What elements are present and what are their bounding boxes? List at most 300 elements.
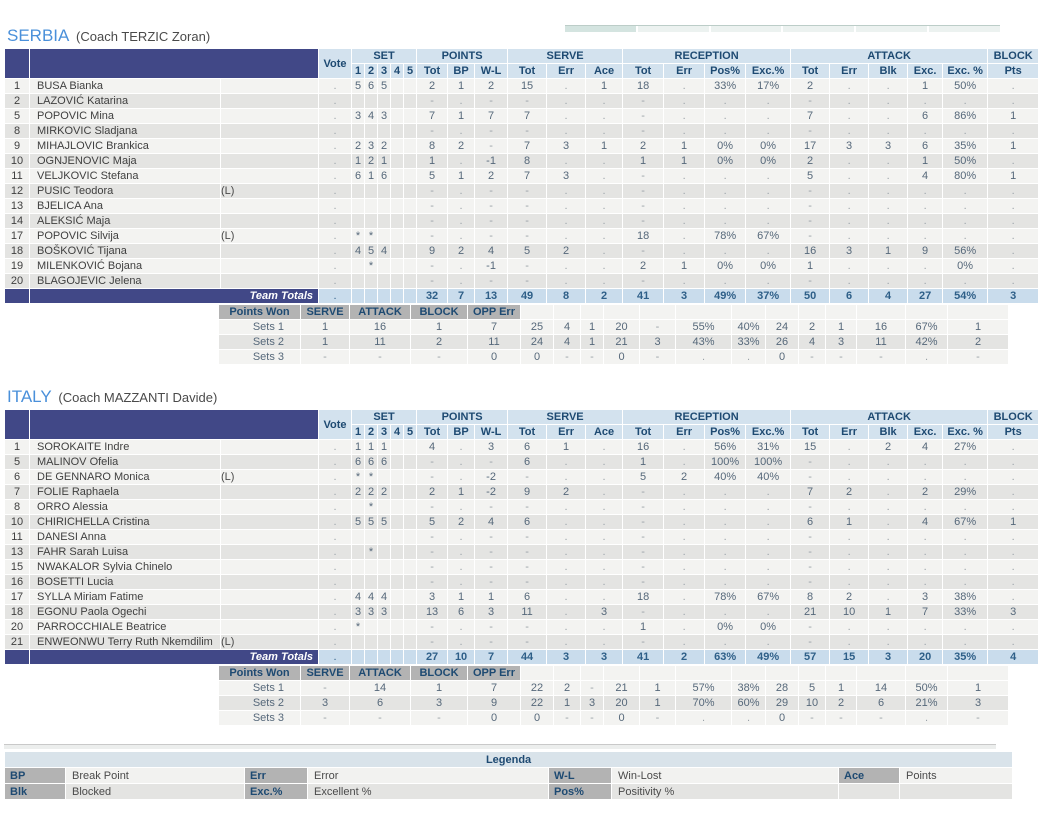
stat-cell: . bbox=[586, 229, 622, 243]
player-name: PARROCCHIALE Beatrice bbox=[30, 620, 220, 634]
set-cell bbox=[391, 169, 403, 183]
set-cell bbox=[404, 244, 416, 258]
stat-cell: . bbox=[547, 575, 585, 589]
stat-cell: 2 bbox=[799, 320, 825, 334]
top-tab[interactable] bbox=[638, 26, 709, 32]
stat-cell: 6 bbox=[508, 455, 546, 469]
stat-cell: . bbox=[869, 635, 907, 649]
stat-cell: 22 bbox=[521, 681, 553, 695]
stat-cell: 1 bbox=[826, 320, 856, 334]
set-cell bbox=[391, 109, 403, 123]
team-totals-label: Team Totals bbox=[30, 650, 318, 664]
column-header: 1 bbox=[352, 425, 364, 439]
player-name: ORRO Alessia bbox=[30, 500, 220, 514]
stat-cell: . bbox=[869, 485, 907, 499]
stat-cell: . bbox=[586, 560, 622, 574]
set-cell bbox=[365, 199, 377, 213]
vote-cell: . bbox=[319, 455, 351, 469]
vote-cell: . bbox=[319, 560, 351, 574]
stat-cell: 2 bbox=[948, 335, 1008, 349]
set-cell bbox=[404, 590, 416, 604]
set-breakdown-row bbox=[5, 681, 1024, 695]
stat-cell: . bbox=[869, 169, 907, 183]
column-group-reception: RECEPTION bbox=[623, 49, 790, 63]
total-stat-cell: 37% bbox=[746, 289, 790, 303]
player-row bbox=[5, 605, 1038, 619]
player-name: CHIRICHELLA Cristina bbox=[30, 515, 220, 529]
stat-cell: 1 bbox=[581, 335, 603, 349]
stat-cell: . bbox=[746, 560, 790, 574]
header-corner-cell bbox=[5, 49, 29, 78]
set-cell bbox=[391, 530, 403, 544]
player-row bbox=[5, 139, 1038, 153]
stat-cell: - bbox=[417, 199, 447, 213]
set-cell bbox=[365, 94, 377, 108]
top-tab[interactable] bbox=[565, 26, 636, 32]
vote-cell: . bbox=[319, 440, 351, 454]
stat-cell: . bbox=[988, 530, 1038, 544]
stat-cell: - bbox=[417, 470, 447, 484]
stat-cell: . bbox=[448, 635, 474, 649]
stat-cell: - bbox=[623, 169, 663, 183]
stat-cell: . bbox=[830, 274, 868, 288]
player-number: 20 bbox=[5, 274, 29, 288]
stat-cell: 1 bbox=[664, 139, 704, 153]
column-header: Err bbox=[547, 64, 585, 78]
set-cell bbox=[391, 560, 403, 574]
stat-cell: . bbox=[586, 154, 622, 168]
player-number: 17 bbox=[5, 229, 29, 243]
top-tab[interactable] bbox=[929, 26, 1000, 32]
stat-cell: 4 bbox=[908, 169, 942, 183]
stat-cell: . bbox=[705, 214, 745, 228]
points-won-cell: 16 bbox=[350, 320, 410, 334]
stat-cell: . bbox=[869, 259, 907, 273]
set-cell: * bbox=[365, 229, 377, 243]
stat-cell: . bbox=[732, 711, 765, 725]
stat-cell: . bbox=[988, 214, 1038, 228]
stat-cell: 0 bbox=[604, 350, 639, 364]
column-header: Exc. bbox=[908, 64, 942, 78]
stat-cell: . bbox=[705, 184, 745, 198]
column-header: 3 bbox=[378, 425, 390, 439]
stat-cell: . bbox=[586, 274, 622, 288]
stat-cell: - bbox=[554, 350, 580, 364]
stat-cell: 24 bbox=[766, 320, 798, 334]
player-number: 8 bbox=[5, 500, 29, 514]
stat-cell: - bbox=[475, 94, 507, 108]
stat-cell: - bbox=[475, 455, 507, 469]
stat-cell: . bbox=[830, 169, 868, 183]
player-number: 20 bbox=[5, 620, 29, 634]
total-stat-cell: 8 bbox=[547, 289, 585, 303]
stat-cell: - bbox=[475, 545, 507, 559]
player-row bbox=[5, 560, 1038, 574]
set-cell bbox=[391, 605, 403, 619]
stat-cell: 70% bbox=[676, 696, 731, 710]
player-row bbox=[5, 545, 1038, 559]
stat-cell: . bbox=[547, 455, 585, 469]
set-cell: 4 bbox=[352, 590, 364, 604]
stat-cell: 8 bbox=[508, 154, 546, 168]
stat-cell: - bbox=[791, 575, 829, 589]
column-header: Tot bbox=[508, 425, 546, 439]
points-won-table bbox=[4, 665, 1025, 726]
section-divider bbox=[4, 744, 996, 749]
set-cell bbox=[404, 289, 416, 303]
set-row-label: Sets 2 bbox=[219, 696, 300, 710]
stat-cell: . bbox=[830, 530, 868, 544]
filler-cell bbox=[604, 305, 639, 319]
stat-cell: 13 bbox=[417, 605, 447, 619]
stat-cell: . bbox=[869, 515, 907, 529]
set-cell bbox=[391, 274, 403, 288]
set-cell bbox=[378, 560, 390, 574]
set-cell bbox=[352, 124, 364, 138]
stat-cell: 1 bbox=[826, 681, 856, 695]
stat-cell: - bbox=[623, 635, 663, 649]
filler-cell bbox=[732, 666, 765, 680]
stat-cell: . bbox=[869, 500, 907, 514]
libero-marker bbox=[221, 169, 318, 183]
vote-cell: . bbox=[319, 79, 351, 93]
stat-cell: . bbox=[830, 184, 868, 198]
stat-cell: - bbox=[475, 620, 507, 634]
player-number: 1 bbox=[5, 440, 29, 454]
set-cell: 2 bbox=[378, 485, 390, 499]
stat-cell: . bbox=[705, 635, 745, 649]
set-cell bbox=[404, 124, 416, 138]
stat-cell: . bbox=[547, 470, 585, 484]
player-name: DE GENNARO Monica bbox=[30, 470, 220, 484]
stat-cell: . bbox=[869, 124, 907, 138]
team-name: ITALY bbox=[7, 387, 52, 406]
stat-cell: 31% bbox=[746, 440, 790, 454]
stat-cell: . bbox=[664, 94, 704, 108]
set-cell bbox=[378, 259, 390, 273]
player-row bbox=[5, 515, 1038, 529]
player-number: 12 bbox=[5, 184, 29, 198]
stat-cell: 40% bbox=[732, 320, 765, 334]
team-totals-corner bbox=[5, 289, 29, 303]
stat-cell: 22 bbox=[521, 696, 553, 710]
libero-marker bbox=[221, 94, 318, 108]
stat-cell: . bbox=[943, 560, 987, 574]
vote-cell: . bbox=[319, 289, 351, 303]
column-header: Err bbox=[547, 425, 585, 439]
set-cell bbox=[378, 184, 390, 198]
stat-cell: . bbox=[664, 79, 704, 93]
stat-cell: 1 bbox=[547, 440, 585, 454]
vote-cell: . bbox=[319, 590, 351, 604]
legend-title: Legenda bbox=[5, 752, 1012, 767]
stat-cell: 20 bbox=[604, 696, 639, 710]
stat-cell: 21 bbox=[604, 335, 639, 349]
stat-cell: . bbox=[664, 575, 704, 589]
player-name: BOŠKOVIĆ Tijana bbox=[30, 244, 220, 258]
stat-cell: 56% bbox=[705, 440, 745, 454]
points-won-cell: 14 bbox=[350, 681, 410, 695]
filler-cell bbox=[521, 305, 553, 319]
player-name: OGNJENOVIC Maja bbox=[30, 154, 220, 168]
stat-cell: 100% bbox=[746, 455, 790, 469]
total-stat-cell: 41 bbox=[623, 289, 663, 303]
stat-cell: . bbox=[705, 605, 745, 619]
filler-cell bbox=[732, 305, 765, 319]
set-cell bbox=[391, 515, 403, 529]
set-cell: 6 bbox=[352, 169, 364, 183]
stat-cell: 0% bbox=[705, 620, 745, 634]
stat-cell: . bbox=[586, 575, 622, 589]
column-header: Ace bbox=[586, 64, 622, 78]
stat-cell: - bbox=[791, 199, 829, 213]
team-stats-table bbox=[4, 48, 1039, 304]
stat-cell: 1 bbox=[448, 169, 474, 183]
set-cell: 2 bbox=[365, 154, 377, 168]
set-cell: 4 bbox=[365, 590, 377, 604]
total-stat-cell: 15 bbox=[830, 650, 868, 664]
vote-cell: . bbox=[319, 620, 351, 634]
set-cell: 3 bbox=[378, 605, 390, 619]
stat-cell: 1 bbox=[475, 590, 507, 604]
stat-cell: 2 bbox=[554, 681, 580, 695]
stat-cell: . bbox=[448, 455, 474, 469]
set-breakdown-row bbox=[5, 350, 1024, 364]
points-won-label: Points Won bbox=[219, 666, 300, 680]
set-cell bbox=[391, 620, 403, 634]
stat-cell: . bbox=[830, 229, 868, 243]
set-cell bbox=[352, 214, 364, 228]
player-number: 6 bbox=[5, 470, 29, 484]
libero-marker bbox=[221, 560, 318, 574]
spacer-cell bbox=[5, 350, 218, 364]
set-cell bbox=[352, 184, 364, 198]
column-header: Err bbox=[664, 64, 704, 78]
player-number: 15 bbox=[5, 560, 29, 574]
player-row bbox=[5, 199, 1038, 213]
column-group-block: BLOCK bbox=[988, 410, 1038, 424]
set-cell bbox=[352, 289, 364, 303]
column-header: Exc.% bbox=[746, 425, 790, 439]
stat-cell: . bbox=[830, 635, 868, 649]
top-tab[interactable] bbox=[711, 26, 782, 32]
player-name: VELJKOVIC Stefana bbox=[30, 169, 220, 183]
column-header: Tot bbox=[417, 425, 447, 439]
stat-cell: 78% bbox=[705, 229, 745, 243]
player-number: 18 bbox=[5, 244, 29, 258]
points-won-cell: - bbox=[411, 350, 467, 364]
column-header-vote: Vote bbox=[319, 49, 351, 78]
vote-cell: . bbox=[319, 139, 351, 153]
stat-cell: 1 bbox=[623, 620, 663, 634]
libero-marker bbox=[221, 109, 318, 123]
libero-marker bbox=[221, 139, 318, 153]
stat-cell: 9 bbox=[417, 244, 447, 258]
stat-cell: - bbox=[417, 94, 447, 108]
stat-cell: . bbox=[943, 575, 987, 589]
stat-cell: 2 bbox=[908, 485, 942, 499]
stat-cell: . bbox=[547, 545, 585, 559]
points-won-cell: - bbox=[301, 350, 349, 364]
stat-cell: . bbox=[988, 455, 1038, 469]
points-won-col-opp-err: OPP Err bbox=[468, 666, 520, 680]
stat-cell: 78% bbox=[705, 590, 745, 604]
total-stat-cell: 3 bbox=[664, 289, 704, 303]
stat-cell: . bbox=[943, 214, 987, 228]
vote-cell: . bbox=[319, 229, 351, 243]
stat-cell: . bbox=[664, 530, 704, 544]
stat-cell: . bbox=[448, 124, 474, 138]
set-cell bbox=[404, 500, 416, 514]
stat-cell: 86% bbox=[943, 109, 987, 123]
player-name: SOROKAITE Indre bbox=[30, 440, 220, 454]
player-name: BOSETTI Lucia bbox=[30, 575, 220, 589]
stat-cell: . bbox=[988, 575, 1038, 589]
vote-cell: . bbox=[319, 485, 351, 499]
set-cell bbox=[352, 545, 364, 559]
stat-cell: 21 bbox=[604, 681, 639, 695]
stat-cell: . bbox=[676, 350, 731, 364]
set-cell bbox=[391, 199, 403, 213]
points-won-cell: 7 bbox=[468, 320, 520, 334]
libero-marker bbox=[221, 440, 318, 454]
stat-cell: - bbox=[508, 124, 546, 138]
stat-cell: 1 bbox=[664, 259, 704, 273]
set-cell bbox=[404, 605, 416, 619]
total-stat-cell: 4 bbox=[988, 650, 1038, 664]
column-group-points: POINTS bbox=[417, 410, 507, 424]
stat-cell: 2 bbox=[448, 244, 474, 258]
set-cell: 5 bbox=[352, 515, 364, 529]
set-cell bbox=[391, 650, 403, 664]
stat-cell: . bbox=[988, 124, 1038, 138]
column-header: Err bbox=[830, 425, 868, 439]
stat-cell: . bbox=[746, 500, 790, 514]
stat-cell: 7 bbox=[508, 109, 546, 123]
set-cell bbox=[391, 184, 403, 198]
set-row-label: Sets 1 bbox=[219, 320, 300, 334]
set-cell: 3 bbox=[352, 605, 364, 619]
stat-cell: - bbox=[791, 274, 829, 288]
player-row bbox=[5, 214, 1038, 228]
team-coach: (Coach TERZIC Zoran) bbox=[76, 29, 211, 44]
set-cell bbox=[404, 199, 416, 213]
column-header: Tot bbox=[623, 64, 663, 78]
player-row bbox=[5, 124, 1038, 138]
player-row bbox=[5, 485, 1038, 499]
player-name: MILENKOVIĆ Bojana bbox=[30, 259, 220, 273]
libero-marker bbox=[221, 124, 318, 138]
player-number: 19 bbox=[5, 259, 29, 273]
player-row bbox=[5, 154, 1038, 168]
stat-cell: - bbox=[791, 214, 829, 228]
stat-cell: . bbox=[705, 274, 745, 288]
stat-cell: . bbox=[830, 620, 868, 634]
stat-cell: 3 bbox=[830, 244, 868, 258]
stat-cell: 2 bbox=[475, 169, 507, 183]
vote-cell: . bbox=[319, 545, 351, 559]
libero-marker bbox=[221, 545, 318, 559]
stat-cell: - bbox=[791, 455, 829, 469]
column-header: Err bbox=[830, 64, 868, 78]
set-cell: 3 bbox=[365, 605, 377, 619]
column-header: W-L bbox=[475, 425, 507, 439]
set-cell bbox=[378, 229, 390, 243]
stat-cell: 20 bbox=[604, 320, 639, 334]
libero-marker bbox=[221, 154, 318, 168]
stat-cell: - bbox=[791, 530, 829, 544]
column-group-serve: SERVE bbox=[508, 49, 622, 63]
stat-cell: - bbox=[623, 199, 663, 213]
points-won-label: Points Won bbox=[219, 305, 300, 319]
stat-cell: . bbox=[988, 94, 1038, 108]
stat-cell: 7 bbox=[908, 605, 942, 619]
set-cell bbox=[391, 500, 403, 514]
vote-cell: . bbox=[319, 259, 351, 273]
stat-cell: . bbox=[448, 154, 474, 168]
stat-cell: . bbox=[547, 154, 585, 168]
stat-cell: . bbox=[830, 94, 868, 108]
set-cell bbox=[352, 650, 364, 664]
stat-cell: 6 bbox=[508, 515, 546, 529]
stat-cell: - bbox=[791, 124, 829, 138]
player-name: BLAGOJEVIC Jelena bbox=[30, 274, 220, 288]
stat-cell: 5 bbox=[417, 169, 447, 183]
stat-cell: . bbox=[705, 169, 745, 183]
stat-cell: - bbox=[623, 545, 663, 559]
stat-cell: - bbox=[623, 500, 663, 514]
stat-cell: . bbox=[988, 154, 1038, 168]
set-breakdown-row bbox=[5, 711, 1024, 725]
stat-cell: . bbox=[547, 94, 585, 108]
stat-cell: 1 bbox=[640, 696, 675, 710]
libero-marker bbox=[221, 620, 318, 634]
stat-cell: 6 bbox=[791, 515, 829, 529]
total-stat-cell: 10 bbox=[448, 650, 474, 664]
stat-cell: 1 bbox=[554, 696, 580, 710]
player-row bbox=[5, 259, 1038, 273]
column-header: Ace bbox=[586, 425, 622, 439]
stat-cell: . bbox=[830, 545, 868, 559]
spacer-cell bbox=[5, 305, 218, 319]
set-cell bbox=[378, 124, 390, 138]
stat-cell: . bbox=[830, 455, 868, 469]
team-totals-label: Team Totals bbox=[30, 289, 318, 303]
set-cell bbox=[378, 650, 390, 664]
stat-cell: 4 bbox=[475, 244, 507, 258]
stat-cell: 1 bbox=[448, 590, 474, 604]
top-tab[interactable] bbox=[783, 26, 854, 32]
stat-cell: . bbox=[908, 199, 942, 213]
top-tab[interactable] bbox=[856, 26, 927, 32]
set-cell bbox=[391, 590, 403, 604]
stat-cell: . bbox=[988, 244, 1038, 258]
stat-cell: . bbox=[664, 605, 704, 619]
filler-cell bbox=[640, 305, 675, 319]
set-cell bbox=[391, 470, 403, 484]
stat-cell: 3 bbox=[417, 590, 447, 604]
stat-cell: 4 bbox=[908, 515, 942, 529]
stat-cell: . bbox=[746, 635, 790, 649]
stat-cell: . bbox=[906, 350, 947, 364]
stat-cell: . bbox=[448, 575, 474, 589]
points-won-cell: 1 bbox=[411, 681, 467, 695]
stat-cell: 7 bbox=[508, 169, 546, 183]
filler-cell bbox=[581, 666, 603, 680]
stat-cell: . bbox=[746, 545, 790, 559]
column-group-block: BLOCK bbox=[988, 49, 1038, 63]
stat-cell: . bbox=[664, 440, 704, 454]
